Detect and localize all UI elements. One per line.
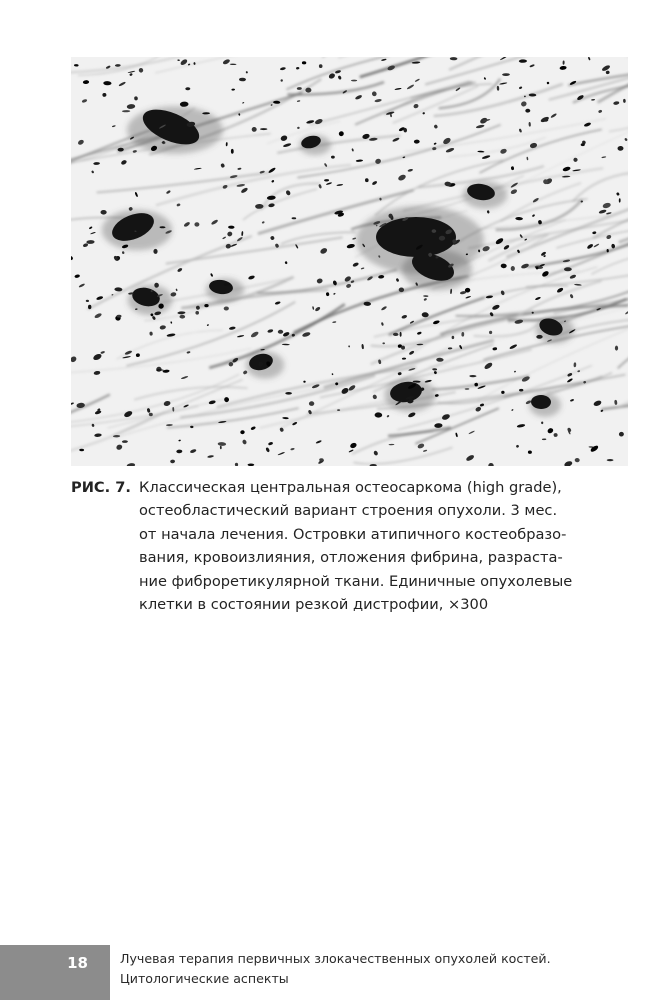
caption-line: вания, кровоизлияния, отложения фибрина, разраста- <box>139 549 563 567</box>
cell-nucleus <box>285 392 292 395</box>
cell-nucleus <box>351 80 357 82</box>
caption-line: остеобластический вариант строения опухоли. 3 мес. <box>139 502 558 520</box>
running-title-line: Лучевая терапия первичных злокачественных опухолей костей. <box>120 951 551 966</box>
page-number <box>0 945 106 1000</box>
running-title-line: Цитологические аспекты <box>120 970 289 986</box>
cell-nucleus <box>305 88 311 93</box>
page-number-text: 18 <box>67 954 88 972</box>
figure-label: РИС. 7. <box>71 479 131 496</box>
caption-line: ние фиброретикулярной ткани. Единичные опухолевые <box>139 572 573 590</box>
cell-nucleus <box>88 305 91 309</box>
histology-micrograph <box>71 57 628 466</box>
cell-nucleus <box>180 315 186 319</box>
cell-nucleus <box>607 459 614 461</box>
cell-nucleus <box>319 458 323 461</box>
caption-line: Классическая центральная остеосаркома (high grade), <box>139 479 562 496</box>
tissue-fiber <box>627 57 629 58</box>
cell-nucleus <box>101 210 107 215</box>
histology-micrograph-icon <box>71 57 628 466</box>
caption-line: клетки в состоянии резкой дистрофии, ×300 <box>139 596 489 613</box>
cell-nucleus <box>489 331 492 334</box>
running-title <box>120 949 551 988</box>
cell-nucleus <box>615 346 618 351</box>
cell-nucleus <box>248 464 255 467</box>
cell-nucleus <box>194 222 199 226</box>
caption-line: от начала лечения. Островки атипичного костеобразо- <box>139 525 567 543</box>
cell-nucleus <box>260 128 267 130</box>
